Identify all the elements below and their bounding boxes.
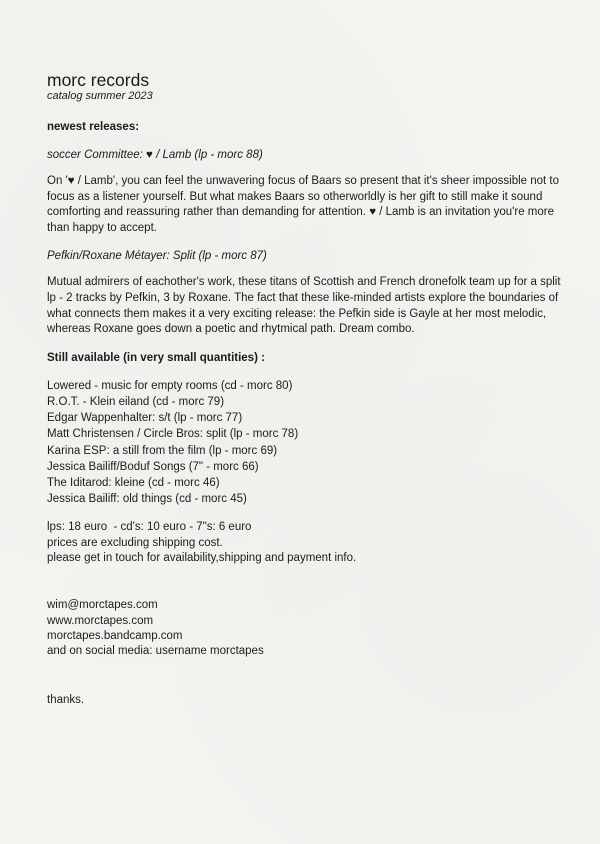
release-title: Pefkin/Roxane Métayer: Split (lp - morc 87) [47, 250, 267, 263]
closing-text: thanks. [47, 694, 85, 707]
email-address: wim@morctapes.com [47, 599, 158, 612]
release-description-text: On '♥ / Lamb', you can feel the unwavering focus of Baars so present that it's sheer impossible not to focus as a listener yourself. But what makes Baars so otherworldly is her gift to still make it sound comforting and reassuring rather than demanding for attention. ♥ / Lamb is an invitation you're more than happy to accept. [47, 175, 560, 234]
shipping-note: prices are excluding shipping cost. [47, 536, 223, 549]
release-description [47, 174, 567, 236]
list-item: Edgar Wappenhalter: s/t (lp - morc 77) [47, 412, 243, 425]
contact-block [47, 598, 567, 659]
release-title: soccer Committee: ♥ / Lamb (lp - morc 88) [47, 149, 263, 161]
release-description [47, 275, 567, 337]
bandcamp-address: morctapes.bandcamp.com [47, 629, 183, 642]
list-item: Matt Christensen / Circle Bros: split (lp - morc 78) [47, 428, 299, 441]
list-item: Karina ESP: a still from the film (lp - morc 69) [47, 444, 278, 457]
list-item: R.O.T. - Klein eiland (cd - morc 79) [47, 395, 225, 408]
list-item: The Iditarod: kleine (cd - morc 46) [47, 476, 220, 489]
contact-note: please get in touch for availability,shipping and payment info. [47, 551, 357, 564]
list-item: Lowered - music for empty rooms (cd - morc 80) [47, 379, 293, 392]
catalog-content [47, 70, 567, 707]
social-media-note: and on social media: username morctapes [47, 645, 264, 658]
list-item: Jessica Bailiff/Boduf Songs (7" - morc 66) [47, 460, 259, 473]
still-available-list [47, 378, 567, 508]
pricing-info [47, 520, 567, 566]
list-item: Jessica Bailiff: old things (cd - morc 45) [47, 493, 247, 506]
website-address: www.morctapes.com [47, 614, 154, 627]
catalog-subtitle: catalog summer 2023 [47, 90, 153, 102]
label-name: morc records [47, 70, 150, 90]
still-available-heading: Still available (in very small quantities) : [47, 351, 265, 364]
release-description-text: Mutual admirers of eachother's work, these titans of Scottish and French dronefolk team up for a split lp - 2 tracks by Pefkin, 3 by Roxane. The fact that these like-minded artists explore the boundaries of what connects them makes it a very exciting release: the Pefkin side is Gayle at her most melodic, whereas Roxane goes down a poetic and rhytmical path. Dream combo. [47, 276, 561, 336]
price-list: lps: 18 euro - cd's: 10 euro - 7"s: 6 euro [47, 521, 252, 534]
newest-releases-heading: newest releases: [47, 121, 140, 133]
